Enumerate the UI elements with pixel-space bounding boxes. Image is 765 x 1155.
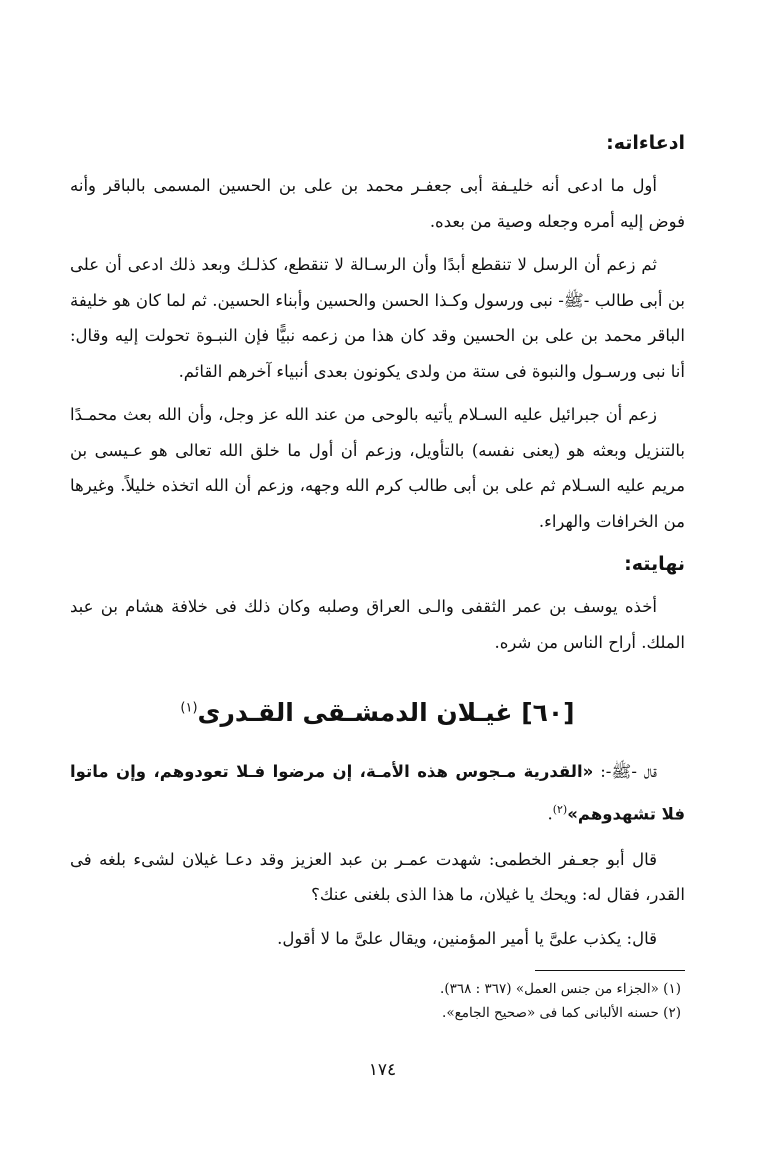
heading-end: نهايته: <box>624 553 685 575</box>
section-title-footnote-ref: (١) <box>180 700 198 716</box>
hadith-text: «القدرية مـجوس هذه الأمـة، إن مرضوا فـلا تعودوهم، وإن ماتوا فلا تشهدوهم» <box>70 762 685 824</box>
footnote-1: (١) «الجزاء من جنس العمل» (٣٦٧ : ٣٦٨). <box>440 981 681 997</box>
hadith-end: . <box>547 804 553 824</box>
paragraph-first-claim: أول ما ادعى أنه خليـفة أبى جعفـر محمد بن على بن الحسين المسمى بالباقر وأنه فوض إليه أمره وجعله وصية من بعده. <box>70 176 685 231</box>
paragraph-prophethood-claim: ثم زعم أن الرسل لا تنقطع أبدًا وأن الرسـالة لا تنقطع، كذلـك وبعد ذلك ادعى أن على بن أبى طالب -ﷺ- نبى ورسول وكـذا الحسن والحسين وأبناء الحسين. ثم لما كان هو خليفة الباقر محمد بن على بن الحسين وقد كان هذا من زعمه نبيًّا فإن النبـوة تحولت إليه وقال: أنا نبى ورسـول والنبوة فى ستة من ولدى يكونون بعدى أنبياء آخرهم القائم. <box>70 255 685 381</box>
section-title-text: [٦٠] غيـلان الدمشـقى القـدرى <box>197 698 575 727</box>
heading-claims: ادعاءاته: <box>606 132 685 154</box>
hadith-quote <box>70 753 685 834</box>
paragraph-reply: قال: يكذب علىَّ يا أمير المؤمنين، ويقال علىَّ ما لا أقول. <box>277 928 657 948</box>
footnote-2: (٢) حسنه الألبانى كما فى «صحيح الجامع». <box>442 1005 681 1021</box>
page-number: ١٧٤ <box>368 1060 397 1080</box>
paragraph-revelation-claim: زعم أن جبرائيل عليه السـلام يأتيه بالوحى من عند الله عز وجل، وأن الله بعث محمـدًا بالتنزيل وبعثه هو (يعنى نفسه) بالتأويل، وزعم أن أول ما خلق الله تعالى هو عـيسى بن مريم عليه السـلام ثم على بن أبى طالب كرم الله وجهه، وزعم أن الله اتخذه خليلاً. وغيرها من الخرافات والهراء. <box>70 405 685 531</box>
section-title <box>70 698 685 727</box>
paragraph-narration: قال أبو جعـفر الخطمى: شهدت عمـر بن عبد العزيز وقد دعـا غيلان لشىء بلغه فى القدر، فقال له: ويحك يا غيلان، ما هذا الذى بلغنى عنك؟ <box>70 849 685 904</box>
footnote-divider <box>535 970 685 971</box>
paragraph-end: أخذه يوسف بن عمر الثقفى والـى العراق وصلبه وكان ذلك فى خلافة هشام بن عبد الملك. أراح الناس من شره. <box>70 597 685 652</box>
hadith-footnote-ref: (٢) <box>552 803 568 816</box>
hadith-intro: قال -ﷺ-: <box>593 762 657 781</box>
